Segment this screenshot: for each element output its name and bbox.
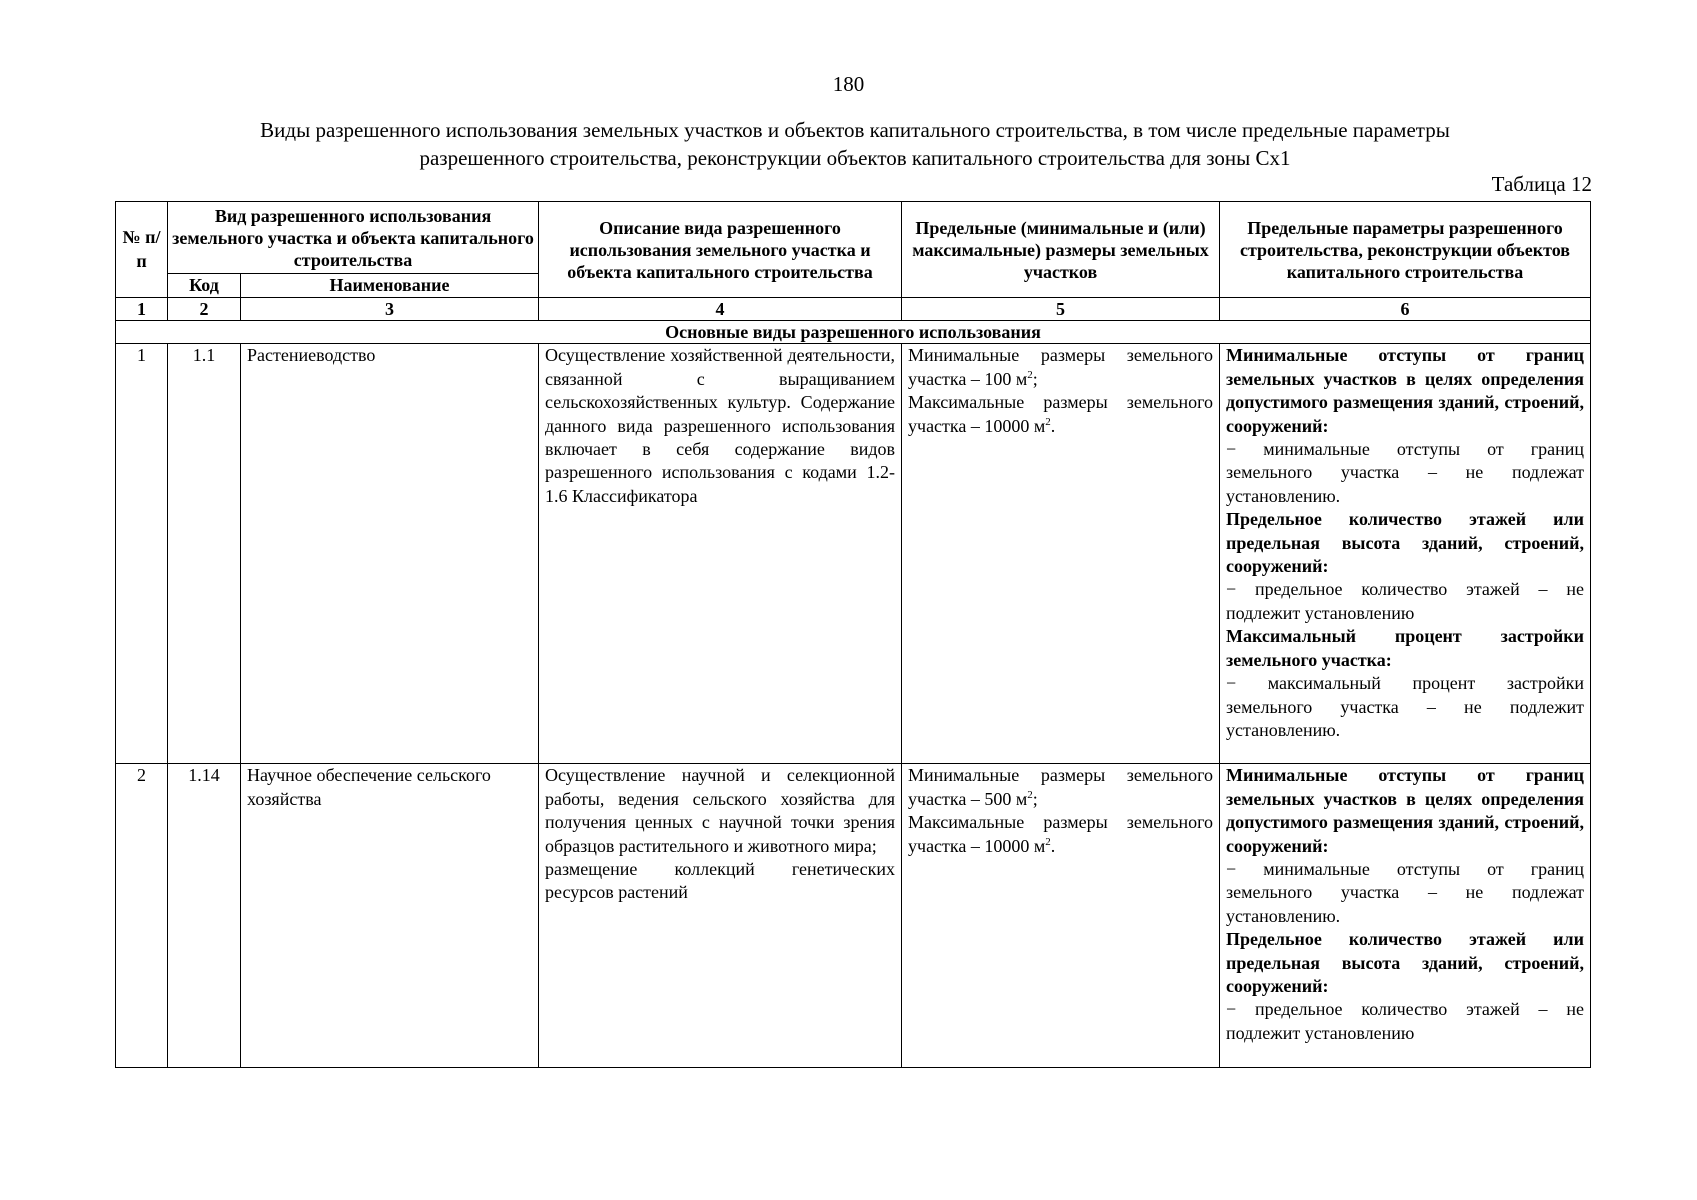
header-name: Наименование [241,274,539,298]
row-sizes [902,344,1220,764]
param-heading: Предельное количество этажей или предельная высота зданий, строений, сооружений: [1226,509,1585,577]
param-text: − минимальные отступы от границ земельного участка – не подлежат установлению. [1226,859,1585,926]
document-title [145,116,1565,172]
size-min: Минимальные размеры земельного участка – 500 $м^2$; [908,765,1214,809]
row-number: 1 [116,344,168,764]
size-max: Максимальные размеры земельного участка – 10000 $м^2$. [908,812,1214,856]
document-title-line-2: разрешенного строительства, реконструкции объектов капитального строительства для зоны Сх1 [419,146,1291,170]
table-row [116,344,1591,764]
row-params [1220,344,1591,764]
document-title-line-1: Виды разрешенного использования земельных участков и объектов капитального строительства, в том числе предельные параметры [260,118,1450,142]
param-heading: Минимальные отступы от границ земельных участков в целях определения допустимого размещения зданий, строений, сооружений: [1226,345,1585,436]
param-heading: Минимальные отступы от границ земельных участков в целях определения допустимого размещения зданий, строений, сооружений: [1226,765,1585,856]
param-text: − минимальные отступы от границ земельного участка – не подлежат установлению. [1226,439,1585,506]
header-description: Описание вида разрешенного использования земельного участка и объекта капитального строительства [539,202,902,298]
column-number: 5 [902,298,1220,321]
param-heading: Предельное количество этажей или предельная высота зданий, строений, сооружений: [1226,929,1585,997]
header-sizes: Предельные (минимальные и (или) максимальные) размеры земельных участков [902,202,1220,298]
header-params: Предельные параметры разрешенного строительства, реконструкции объектов капитального строительства [1220,202,1591,298]
page-number: 180 [832,72,865,96]
description-part: размещение коллекций генетических ресурсов растений [545,859,896,903]
section-title: Основные виды разрешенного использования [116,321,1591,344]
row-name: Растениеводство [241,344,539,764]
column-number: 1 [116,298,168,321]
size-max: Максимальные размеры земельного участка – 10000 $м^2$. [908,392,1214,436]
row-code: 1.14 [168,764,241,1068]
column-number: 3 [241,298,539,321]
column-number-row [116,298,1591,321]
size-min: Минимальные размеры земельного участка – 100 $м^2$; [908,345,1214,389]
param-text: − предельное количество этажей – не подлежит установлению [1226,999,1585,1043]
row-params [1220,764,1591,1068]
param-text: − максимальный процент застройки земельного участка – не подлежит установлению. [1226,673,1585,740]
column-number: 2 [168,298,241,321]
header-num: № п/п [116,202,168,298]
row-name: Научное обеспечение сельского хозяйства [241,764,539,1068]
param-text: − предельное количество этажей – не подлежит установлению [1226,579,1585,623]
header-kind: Вид разрешенного использования земельного участка и объекта капитального строительства [168,202,539,274]
row-number: 2 [116,764,168,1068]
row-code: 1.1 [168,344,241,764]
header-code: Код [168,274,241,298]
column-number: 6 [1220,298,1591,321]
row-description [539,764,902,1068]
column-number: 4 [539,298,902,321]
land-use-table [115,201,1591,1068]
row-sizes [902,764,1220,1068]
description-part: Осуществление научной и селекционной работы, ведения сельского хозяйства для получения ценных с научной точки зрения образцов растительного и животного мира; [545,765,896,856]
row-description: Осуществление хозяйственной деятельности, связанной с выращиванием сельскохозяйственных культур. Содержание данного вида разрешенного использования включает в себя содержание видов разрешенного использования с кодами 1.2-1.6 Классификатора [539,344,902,764]
table-row [116,764,1591,1068]
table-label: Таблица 12 [1491,172,1592,196]
param-heading: Максимальный процент застройки земельного участка: [1226,626,1585,670]
